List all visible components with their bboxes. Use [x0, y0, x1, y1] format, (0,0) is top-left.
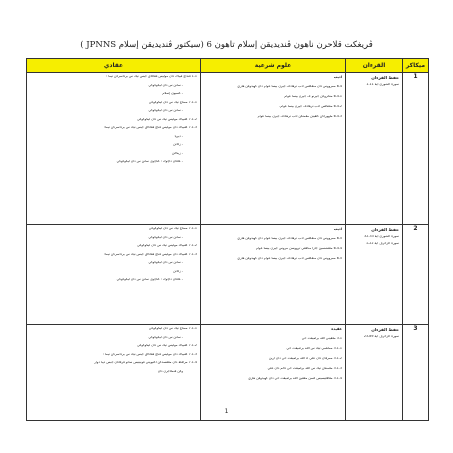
component-item: - سانن س دان ليكوكوكي	[148, 261, 183, 265]
table-row	[27, 225, 429, 325]
component-item: - سانن س دان ليكوكوكي	[148, 109, 183, 113]
component-item: - عاقان داچوك : كناچول سانن س دان ليكوكوكي	[116, 160, 183, 164]
component-item: 7.1.1 ممناچ تيك س دان ليكوكوكي	[148, 100, 197, 104]
component-item: 7.1.1 ممناچ تيك س دان ليكوكوكي	[148, 327, 197, 330]
learning-standard: 3.1.2 ممرقان دان علي اد الله برصيفت حي دان أرين	[268, 357, 342, 361]
learning-standard: 6.4.4 مثقشسين جارا منافقي ترووسن مروس جيرن بيسا عوام	[255, 247, 342, 251]
surah-reference: سورة الزخرف اية 22-1	[365, 241, 399, 245]
ulum-syariah-cell	[201, 73, 346, 225]
table-row	[27, 325, 429, 421]
component-item: - سانن س دان ليكوكوكي	[148, 83, 183, 87]
header-ulum-syariah: علوم شرعية	[201, 59, 346, 73]
surah-reference: سورة الزخرف اية 89-23	[363, 335, 399, 339]
component-item: - كسيون إسلام	[162, 92, 183, 96]
component-item: 7.1.3 كفبياك دان موليس ڤناچ فقاكاي جبس تيك س برداسركن تيما:	[103, 126, 197, 130]
week-number: 3	[403, 325, 429, 421]
component-cell	[27, 325, 201, 421]
page-number: 1	[224, 408, 229, 415]
ulum-syariah-cell	[201, 225, 346, 325]
component-item: 1.1 ڤنداچ فبياك دان موليس فقاكاي جبس تيك س برداسركن تيما :	[106, 75, 197, 78]
component-cell	[27, 225, 201, 325]
surah-reference: سورة الشورى اية 33-32	[364, 235, 399, 239]
page-title: ڤريغكت قلاحرن ناهون ڤنديديقن إسلام تاهون 6 (سيکتور ڤنديديقن إسلام JPNNS )	[80, 40, 373, 50]
learning-standard: 6.4.1 منخروكن جيرنو ڤ جيرن بيسا عوام	[284, 95, 342, 99]
topic-heading: اديب	[333, 75, 342, 79]
week-number: 1	[403, 73, 429, 225]
topic-heading: عقيدة	[331, 327, 342, 331]
learning-standard: 6.5 ممرووس دان منغكلس ادب ترهادڤ جيرن بيسا عوام دان كهيدوڤن هاري	[237, 257, 342, 261]
syllabus-table	[26, 58, 429, 421]
component-item: 7.1.2 كفبياك موليس تيك س دان ليكوكوكي	[137, 344, 197, 348]
learning-standard: 3.1.1 ممأهمي تيك س الله برصيفت حي	[286, 347, 342, 351]
header-component: عقادي	[27, 59, 201, 73]
quran-heading: حفظ القرءان	[371, 227, 399, 232]
learning-standard: 6.4.3 ملهوراكن كثقيتن مغمتكن ادب ترهادڤ جيرن بيسا عوام	[257, 115, 342, 119]
component-item: - سانن س دان ليكوكوكي	[148, 235, 183, 239]
quran-cell	[346, 225, 403, 325]
component-item: 7.1.2 كفبياك موليس تيك س دان ليكوكوكي	[137, 117, 197, 121]
component-item: - سانن س دان ليكوكوكي	[148, 335, 183, 339]
component-item: 7.1.1 ممناچ تيك س دان ليكوكوكي	[148, 227, 197, 230]
quran-cell	[346, 325, 403, 421]
learning-standard: 6.4.2 منغكلس ادب ترهادڤ جيرن بيسا عوام.	[279, 105, 342, 109]
component-item: - ديريا	[174, 134, 183, 138]
surah-reference: سورة الشورى اية 11-1	[366, 83, 399, 87]
component-item: - زكاتن	[173, 143, 183, 147]
learning-standard: 3.1.4 مغاقليسيس كسن مغقين الله برصيفت حي دان كهيدوڤن هاري	[248, 377, 342, 381]
ulum-syariah-cell	[201, 325, 346, 421]
component-item: - زكاتن	[173, 269, 183, 273]
header-week: ميکاكر	[403, 59, 429, 73]
component-item: وكن ڤنملاجرن دان	[157, 369, 183, 373]
topic-heading: اديب	[333, 227, 342, 231]
quran-cell	[346, 73, 403, 225]
quran-heading: حفظ القرءان	[371, 327, 399, 332]
component-item: - زيكاتن	[172, 151, 183, 155]
component-cell	[27, 73, 201, 225]
component-item: 7.1.3 كفبياك دان موليس ڤناچ فقاكاي جبس تيك س برداسركن تيما :	[102, 352, 197, 356]
table-header-row	[27, 59, 429, 73]
component-item: 7.1.3 كفبياك دان موليس ڤناچ فقاكاي جبس تيك س برداسركن تيما:	[103, 252, 197, 256]
learning-standard: 6.5 ممرووس دان منغكلس ادب ترهادڤ جيرن بيسا عوام دان كهيدوڤن هاري	[237, 237, 342, 241]
learning-standard: 3.1.3 مغمنكن تيك س الله برصيفت حي دالم دان علي	[267, 367, 342, 371]
component-item: - عاقان داچوك : كناچول سانن س دان ليكوكوكي	[116, 278, 183, 282]
header-quran: القرءان	[346, 59, 403, 73]
week-number: 2	[403, 225, 429, 325]
component-item: 7.1.2 كفبياك موليس تيك س دان ليكوكوكي	[137, 244, 197, 248]
component-item: 7.1.4 مراقط دان مغقسدكن اكتيويتي فونيتيس ساتو ڤرقاتان جبس ديبا دوار	[94, 361, 197, 365]
table-row	[27, 73, 429, 225]
learning-standard: 3.1 مغقيني الله برصيفت حي	[301, 337, 342, 341]
quran-heading: حفظ القرءان	[371, 75, 399, 80]
learning-standard: 6.4 ممرووس دان منغكلس ادب ترهادڤ جيرن بيسا عوام دان كهيدوڤن هاري	[237, 85, 342, 89]
